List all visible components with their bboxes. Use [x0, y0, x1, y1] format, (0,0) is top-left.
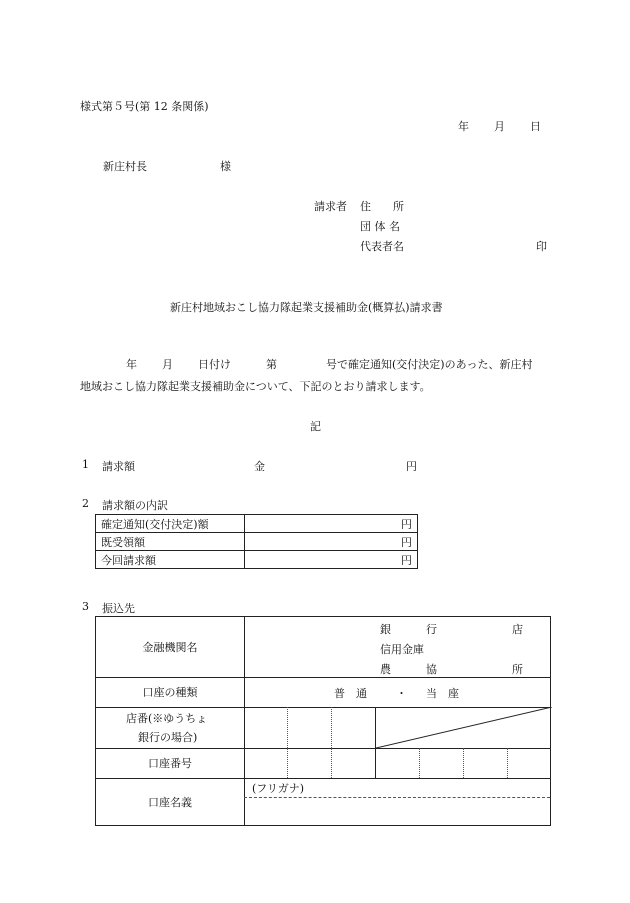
shinkin-label: 信用金庫: [380, 643, 424, 656]
holder-label: 口座名義: [96, 778, 245, 825]
breakdown-label: 既受領額: [96, 533, 245, 551]
date-month: 月: [494, 120, 505, 133]
body-no-prefix: 第: [266, 358, 277, 371]
branch-suffix: 店: [512, 623, 523, 636]
diagonal-strike: [376, 707, 552, 748]
applicant-label: 請求者: [314, 200, 347, 213]
account-type-cell[interactable]: [244, 677, 550, 707]
office-suffix: 所: [512, 663, 523, 676]
nokyo-char2: 協: [426, 663, 437, 676]
breakdown-label: 今回請求額: [96, 551, 245, 569]
address-label: 住 所: [360, 200, 404, 213]
section3-label: 振込先: [102, 602, 135, 615]
section2-number: 2: [82, 497, 89, 510]
branch-digit-box[interactable]: [244, 707, 288, 748]
organization-label: 団 体 名: [360, 220, 400, 233]
representative-label: 代表者名: [360, 240, 404, 253]
section1-kin: 金: [254, 460, 265, 473]
document-title: 新庄村地域おこし協力隊起業支援補助金(概算払)請求書: [170, 301, 443, 314]
branch-digit-box[interactable]: [288, 707, 332, 748]
account-digit-box[interactable]: [244, 748, 288, 778]
section1-yen: 円: [406, 460, 417, 473]
ginko-char2: 行: [426, 623, 437, 636]
ginko-char1: 銀: [380, 623, 391, 636]
separator-dot: ・: [396, 687, 407, 700]
addressee-honorific: 様: [220, 160, 231, 173]
table-row: [96, 515, 418, 533]
form-number: 様式第５号(第 12 条関係): [80, 100, 209, 113]
bank-name-label: 金融機関名: [96, 617, 245, 677]
account-digit-box[interactable]: [332, 748, 376, 778]
body-year: 年: [126, 358, 137, 371]
table-row: [96, 551, 418, 569]
seal-mark: 印: [536, 240, 547, 253]
breakdown-amount-cell[interactable]: 円: [245, 551, 418, 569]
account-digit-box[interactable]: [376, 748, 420, 778]
account-type-label: 口座の種類: [96, 677, 245, 707]
section1-label: 請求額: [102, 460, 135, 473]
section3-number: 3: [82, 600, 89, 613]
body-line2: 地域おこし協力隊起業支援補助金について、下記のとおり請求します。: [80, 380, 431, 393]
futsu-option[interactable]: 普 通: [334, 687, 367, 700]
breakdown-amount-cell[interactable]: 円: [245, 515, 418, 533]
ki-heading: 記: [310, 420, 321, 433]
account-digit-box[interactable]: [464, 748, 508, 778]
body-month: 月: [162, 358, 173, 371]
addressee-name: 新庄村長: [103, 160, 147, 173]
breakdown-table: [95, 514, 418, 569]
account-no-label: 口座番号: [96, 748, 245, 778]
account-digit-box[interactable]: [508, 748, 550, 778]
date-year: 年: [458, 120, 469, 133]
bank-name-cell[interactable]: [244, 617, 550, 677]
breakdown-label: 確定通知(交付決定)額: [96, 515, 245, 533]
toza-option[interactable]: 当 座: [426, 687, 459, 700]
table-row: [96, 533, 418, 551]
body-line1-rest: 号で確定通知(交付決定)のあった、新庄村: [326, 358, 533, 371]
holder-name-field[interactable]: [244, 798, 550, 825]
branch-digit-box[interactable]: [332, 707, 376, 748]
date-day: 日: [530, 120, 541, 133]
section1-number: 1: [82, 458, 89, 471]
bank-table: [95, 616, 551, 826]
account-digit-box[interactable]: [420, 748, 464, 778]
branch-no-label-line2: 銀行の場合): [138, 731, 198, 744]
furigana-label: (フリガナ): [252, 782, 305, 795]
body-dated: 日付け: [198, 358, 231, 371]
breakdown-amount-cell[interactable]: 円: [245, 533, 418, 551]
furigana-field[interactable]: [244, 778, 550, 798]
nokyo-char1: 農: [380, 663, 391, 676]
account-digit-box[interactable]: [288, 748, 332, 778]
branch-no-label-line1: 店番(※ゆうちょ: [126, 712, 208, 725]
branch-no-label: [96, 707, 245, 748]
section2-label: 請求額の内訳: [102, 499, 168, 512]
